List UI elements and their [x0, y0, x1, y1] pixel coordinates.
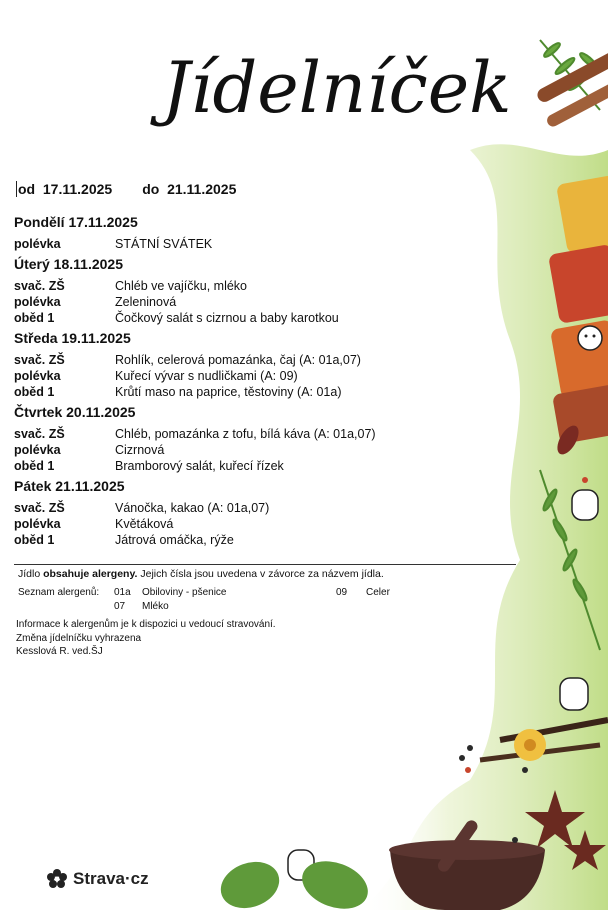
footer-change-note: Změna jídelníčku vyhrazena — [16, 633, 142, 644]
day-wednesday — [14, 330, 474, 400]
menu-row: svač. ZŠ Rohlík, celerová pomazánka, čaj (A: 01a,07) — [14, 353, 361, 367]
menu-row: svač. ZŠ Chléb ve vajíčku, mléko — [14, 279, 248, 293]
day-title: Úterý 18.11.2025 — [14, 256, 123, 272]
date-range — [16, 181, 236, 197]
menu-row: polévka Kuřecí vývar s nudličkami (A: 09) — [14, 369, 298, 383]
day-title: Středa 19.11.2025 — [14, 330, 131, 346]
menu-row: oběd 1 Čočkový salát s cizrnou a baby karotkou — [14, 311, 339, 325]
menu-row: oběd 1 Krůtí maso na paprice, těstoviny (A: 01a) — [14, 385, 342, 399]
menu-row: oběd 1 Bramborový salát, kuřecí řízek — [14, 459, 284, 473]
footer-info: Informace k alergenům je k dispozici u vedoucí stravování. — [16, 619, 276, 630]
range-from-date: 17.11.2025 — [42, 181, 113, 197]
day-title: Pondělí 17.11.2025 — [14, 214, 138, 230]
page-title — [162, 30, 512, 140]
menu-row: polévka STÁTNÍ SVÁTEK — [14, 237, 213, 251]
menu-row: oběd 1 Játrová omáčka, rýže — [14, 533, 234, 547]
allergen-code: 01a — [114, 587, 131, 598]
divider — [14, 564, 516, 565]
allergen-name: Celer — [366, 587, 390, 598]
range-to-date: 21.11.2025 — [167, 181, 237, 197]
allergen-name: Obiloviny - pšenice — [142, 587, 227, 598]
day-friday — [14, 478, 474, 548]
menu-row: svač. ZŠ Chléb, pomazánka z tofu, bílá káva (A: 01a,07) — [14, 427, 376, 441]
brand-logo[interactable] — [46, 868, 149, 890]
allergen-code: 09 — [336, 587, 348, 598]
menu-row: polévka Cizrnová — [14, 443, 165, 457]
allergen-name: Mléko — [142, 601, 169, 612]
range-to-label: do — [142, 181, 160, 197]
allergen-code: 07 — [114, 601, 126, 612]
day-title: Čtvrtek 20.11.2025 — [14, 404, 136, 420]
flower-icon — [46, 868, 68, 890]
day-thursday — [14, 404, 474, 474]
day-tuesday — [14, 256, 474, 326]
menu-row: svač. ZŠ Vánočka, kakao (A: 01a,07) — [14, 501, 270, 515]
day-title: Pátek 21.11.2025 — [14, 478, 125, 494]
allergen-note: Jídlo obsahuje alergeny. Jejich čísla jsou uvedena v závorce za názvem jídla. — [18, 568, 384, 580]
range-from-label: od — [18, 181, 36, 197]
menu-row: polévka Zeleninová — [14, 295, 177, 309]
menu-row: polévka Květáková — [14, 517, 174, 531]
title-text: Jídelníček — [162, 47, 512, 129]
day-monday — [14, 214, 474, 252]
allergen-list-label: Seznam alergenů: — [18, 587, 100, 598]
footer-signature: Kesslová R. ved.ŠJ — [16, 646, 103, 657]
menu-days — [14, 214, 474, 552]
brand-name: Strava·cz — [73, 869, 149, 888]
